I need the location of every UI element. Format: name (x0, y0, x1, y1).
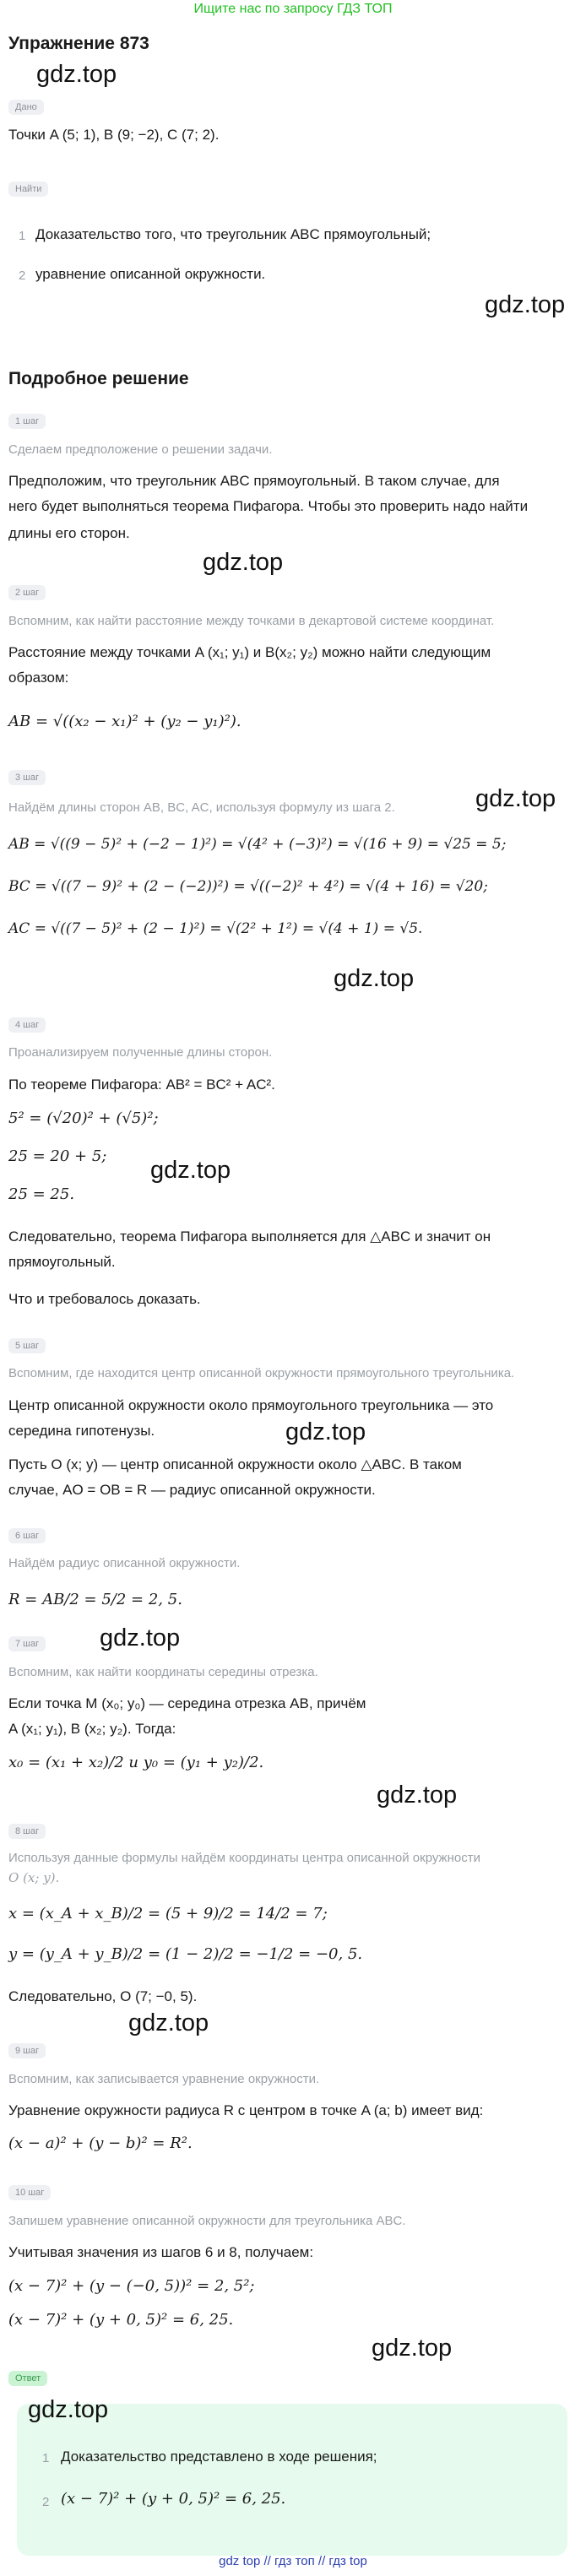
find-item-number: 1 (19, 229, 26, 243)
formula: 25 = 25. (8, 1185, 75, 1203)
top-banner: Ищите нас по запросу ГДЗ ТОП (193, 2, 393, 16)
step-hint: O (x; y). (8, 1870, 60, 1885)
watermark: gdz.top (334, 965, 415, 992)
step-label: 1 шаг (8, 414, 46, 429)
formula: 25 = 20 + 5; (8, 1147, 107, 1165)
watermark: gdz.top (36, 61, 117, 88)
step-text: длины его сторон. (8, 525, 130, 541)
watermark: gdz.top (485, 291, 566, 318)
step-text: середина гипотенузы. (8, 1423, 155, 1439)
watermark: gdz.top (377, 1782, 458, 1809)
step-text: A (x₁; y₁), B (x₂; y₂). Тогда: (8, 1721, 176, 1737)
answer-item-number: 1 (42, 2451, 50, 2465)
step-hint: Сделаем предположение о решении задачи. (8, 442, 273, 457)
watermark: gdz.top (128, 2009, 209, 2036)
step-text: Следовательно, O (7; −0, 5). (8, 1988, 198, 2004)
formula: AB = √((x₂ − x₁)² + (y₂ − y₁)²). (8, 713, 241, 730)
formula: R = AB/2 = 5/2 = 2, 5. (8, 1591, 182, 1608)
formula: BC = √((7 − 9)² + (2 − (−2))²) = √((−2)² + 4²) = √(4 + 16) = √20; (8, 878, 488, 895)
footer-links[interactable]: gdz top // гдз топ // гдз top (219, 2554, 367, 2568)
answer-label: Ответ (8, 2371, 47, 2386)
step-label: 5 шаг (8, 1338, 46, 1353)
step-hint: Проанализируем полученные длины сторон. (8, 1045, 273, 1060)
step-text: Расстояние между точками A (x₁; y₁) и B(x₂; y₂) можно найти следующим (8, 644, 491, 660)
formula: AB = √((9 − 5)² + (−2 − 1)²) = √(4² + (−3)²) = √(16 + 9) = √25 = 5; (8, 836, 507, 853)
watermark: gdz.top (28, 2396, 109, 2423)
step-hint: Вспомним, как найти расстояние между точками в декартовой системе координат. (8, 614, 495, 628)
watermark: gdz.top (100, 1624, 181, 1651)
step-label: 10 шаг (8, 2185, 51, 2200)
step-text: образом: (8, 670, 69, 686)
find-item: уравнение описанной окружности. (35, 266, 266, 282)
watermark: gdz.top (203, 549, 284, 576)
watermark: gdz.top (372, 2335, 453, 2362)
step-text: него будет выполняться теорема Пифагора. Чтобы это проверить надо найти (8, 498, 529, 514)
answer-item: Доказательство представлено в ходе решения; (61, 2449, 377, 2465)
watermark: gdz.top (150, 1157, 231, 1184)
solution-title: Подробное решение (8, 369, 189, 388)
step-text: Предположим, что треугольник ABC прямоугольный. В таком случае, для (8, 473, 500, 489)
find-label: Найти (8, 182, 48, 197)
find-item: Доказательство того, что треугольник ABC прямоугольный; (35, 226, 431, 242)
find-item-number: 2 (19, 268, 26, 283)
step-text: Учитывая значения из шагов 6 и 8, получаем: (8, 2244, 314, 2260)
answer-item-number: 2 (42, 2495, 50, 2509)
step-label: 8 шаг (8, 1824, 46, 1839)
step-hint: Используя данные формулы найдём координаты центра описанной окружности (8, 1851, 480, 1865)
step-text: Уравнение окружности радиуса R с центром в точке A (a; b) имеет вид: (8, 2102, 484, 2118)
step-label: 2 шаг (8, 585, 46, 600)
watermark: gdz.top (475, 785, 556, 812)
step-label: 7 шаг (8, 1636, 46, 1651)
step-hint: Вспомним, где находится центр описанной окружности прямоугольного треугольника. (8, 1366, 515, 1380)
formula: (x − a)² + (y − b)² = R². (8, 2134, 193, 2152)
given-label: Дано (8, 100, 44, 115)
formula: AC = √((7 − 5)² + (2 − 1)²) = √(2² + 1²) = √(4 + 1) = √5. (8, 920, 423, 937)
page-title: Упражнение 873 (8, 34, 149, 53)
answer-item: (x − 7)² + (y + 0, 5)² = 6, 25. (61, 2490, 286, 2508)
step-label: 4 шаг (8, 1017, 46, 1033)
step-label: 9 шаг (8, 2043, 46, 2058)
given-text: Точки A (5; 1), B (9; −2), C (7; 2). (8, 127, 220, 143)
answer-box (17, 2404, 567, 2556)
step-hint: Найдём радиус описанной окружности. (8, 1556, 241, 1570)
step-text: случае, AO = OB = R — радиус описанной окружности. (8, 1482, 376, 1498)
step-text: прямоугольный. (8, 1254, 116, 1270)
step-label: 3 шаг (8, 770, 46, 785)
step-hint: Найдём длины сторон AB, BC, AC, используя формулу из шага 2. (8, 800, 395, 815)
step-text: Центр описанной окружности около прямоугольного треугольника — это (8, 1397, 494, 1413)
step-label: 6 шаг (8, 1528, 46, 1543)
formula: y = (y_A + y_B)/2 = (1 − 2)/2 = −1/2 = −0, 5. (8, 1945, 363, 1963)
step-text: Пусть O (x; y) — центр описанной окружности около △ABC. В таком (8, 1456, 462, 1472)
step-hint: Вспомним, как записывается уравнение окружности. (8, 2072, 320, 2086)
step-text: По теореме Пифагора: AB² = BC² + AC². (8, 1076, 275, 1093)
step-hint: Вспомним, как найти координаты середины отрезка. (8, 1665, 318, 1679)
formula: x = (x_A + x_B)/2 = (5 + 9)/2 = 14/2 = 7; (8, 1905, 328, 1923)
step-hint: Запишем уравнение описанной окружности для треугольника ABC. (8, 2214, 406, 2228)
formula: x₀ = (x₁ + x₂)/2 и y₀ = (y₁ + y₂)/2. (8, 1754, 264, 1771)
watermark: gdz.top (285, 1418, 366, 1445)
step-text: Что и требовалось доказать. (8, 1291, 201, 1307)
formula: 5² = (√20)² + (√5)²; (8, 1109, 159, 1127)
formula: (x − 7)² + (y − (−0, 5))² = 2, 5²; (8, 2277, 255, 2295)
step-text: Если точка M (x₀; y₀) — середина отрезка AB, причём (8, 1695, 366, 1711)
step-text: Следовательно, теорема Пифагора выполняется для △ABC и значит он (8, 1228, 491, 1245)
formula: (x − 7)² + (y + 0, 5)² = 6, 25. (8, 2311, 234, 2329)
